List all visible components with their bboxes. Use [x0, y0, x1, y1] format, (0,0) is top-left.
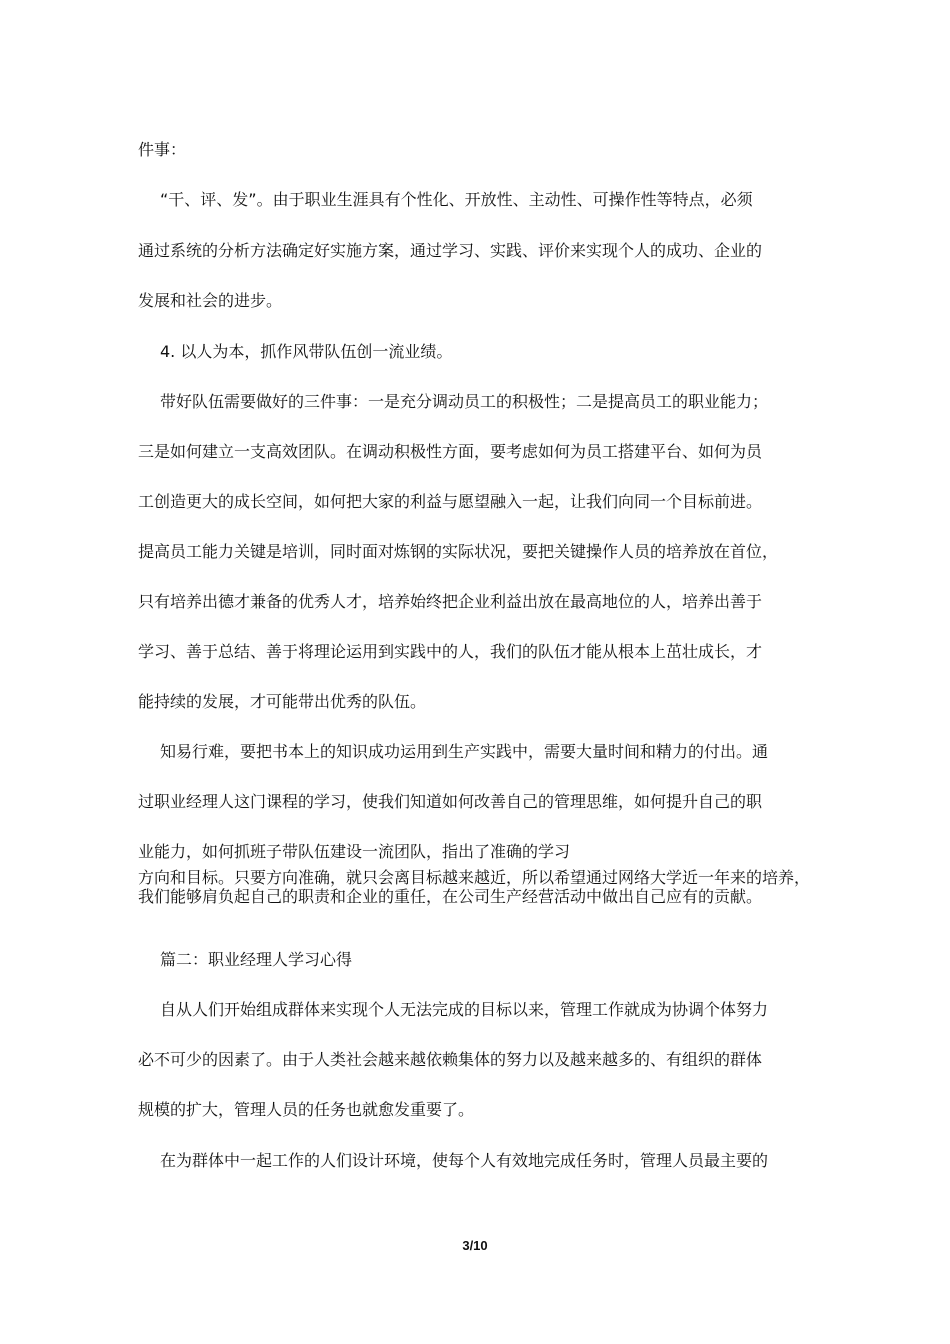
text-line: 只有培养出德才兼备的优秀人才，培养始终把企业利益出放在最高地位的人，培养出善于 — [138, 592, 763, 611]
text-line: 发展和社会的进步。 — [138, 291, 283, 310]
section-heading: 篇二：职业经理人学习心得 — [160, 950, 353, 969]
text-line: 必不可少的因素了。由于人类社会越来越依赖集体的努力以及越来越多的、有组织的群体 — [138, 1050, 763, 1069]
text-line: 规模的扩大，管理人员的任务也就愈发重要了。 — [138, 1100, 475, 1119]
text-line: 在为群体中一起工作的人们设计环境，使每个人有效地完成任务时，管理人员最主要的 — [160, 1151, 769, 1170]
section-heading: 4. 以人为本，抓作风带队伍创一流业绩。 — [160, 342, 453, 361]
text-line: 提高员工能力关键是培训，同时面对炼钢的实际状况，要把关键操作人员的培养放在首位， — [138, 542, 779, 561]
text-line: 能持续的发展，才可能带出优秀的队伍。 — [138, 692, 427, 711]
text-line: 通过系统的分析方法确定好实施方案，通过学习、实践、评价来实现个人的成功、企业的 — [138, 241, 763, 260]
page-number: 3/10 — [462, 1238, 488, 1253]
text-line: 业能力，如何抓班子带队伍建设一流团队，指出了准确的学习 — [138, 842, 571, 861]
text-line: 知易行难，要把书本上的知识成功运用到生产实践中，需要大量时间和精力的付出。通 — [160, 742, 769, 761]
text-line: 学习、善于总结、善于将理论运用到实践中的人，我们的队伍才能从根本上茁壮成长，才 — [138, 642, 763, 661]
text-line: 过职业经理人这门课程的学习，使我们知道如何改善自己的管理思维，如何提升自己的职 — [138, 792, 763, 811]
text-line: 工创造更大的成长空间，如何把大家的利益与愿望融入一起，让我们向同一个目标前进。 — [138, 492, 763, 511]
text-line: 带好队伍需要做好的三件事：一是充分调动员工的积极性；二是提高员工的职业能力； — [160, 392, 769, 411]
text-line: 三是如何建立一支高效团队。在调动积极性方面，要考虑如何为员工搭建平台、如何为员 — [138, 442, 763, 461]
text-line: 自从人们开始组成群体来实现个人无法完成的目标以来，管理工作就成为协调个体努力 — [160, 1000, 769, 1019]
text-line: “干、评、发”。由于职业生涯具有个性化、开放性、主动性、可操作性等特点，必须 — [160, 190, 753, 209]
text-line: 件事： — [138, 140, 187, 159]
compact-paragraph: 方向和目标。只要方向准确，就只会离目标越来越近，所以希望通过网络大学近一年来的培养，我们能够肩负起自己的职责和企业的重任，在公司生产经营活动中做出自己应有的贡献。 — [138, 868, 811, 906]
